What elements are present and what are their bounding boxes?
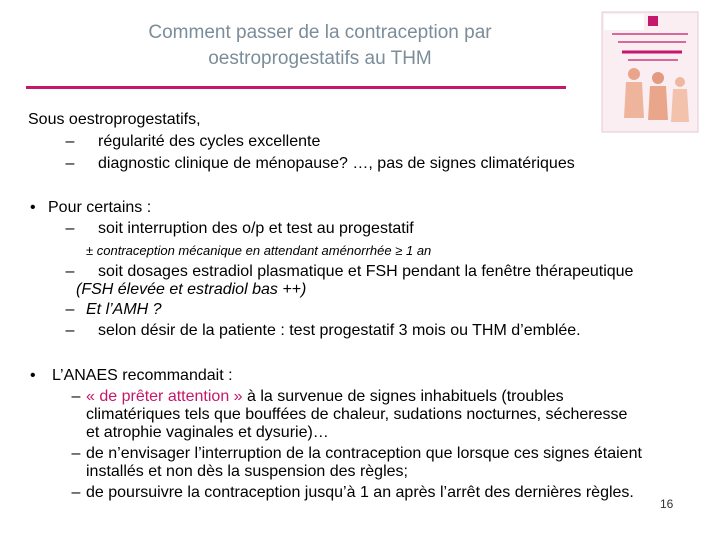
section3-item-1-rest: à la survenue de signes inhabituels (troubles [242,388,564,405]
section2-item-3-text: Et l’AMH ? [86,301,162,318]
dash-marker: – [65,220,75,237]
brochure-cover-image [592,8,712,136]
section1-item-1-text: régularité des cycles excellente [98,133,321,150]
section2-item-2-text: soit dosages estradiol plasmatique et FSH pendant la fenêtre thérapeutique [98,263,634,280]
title-underline [26,86,566,89]
section1-item-2-text: diagnostic clinique de ménopause? …, pas de signes climatériques [98,155,575,172]
section3-item-2-text: de n’envisager l’interruption de la contraception que lorsque ces signes étaient [86,445,642,462]
slide-title-line-1: Comment passer de la contraception par [148,22,492,43]
dash-marker: – [71,445,81,462]
section2-item-1-text: soit interruption des o/p et test au progestatif [98,220,414,237]
section3-item-1-line-2: climatériques tels que bouffées de chaleur, sudations nocturnes, sécheresse [86,406,628,423]
section3-item-3-text: de poursuivre la contraception jusqu’à 1 an après l’arrêt des dernières règles. [86,484,634,501]
dash-marker: – [71,388,81,405]
section3-item-1-text [86,387,564,406]
dash-marker: – [71,484,81,501]
page-number: 16 [660,497,674,511]
dash-marker: – [65,263,75,280]
section2-lead: Pour certains : [48,199,152,216]
section2-item-2-line-2: (FSH élevée et estradiol bas ++) [76,281,307,298]
section1-intro: Sous oestroprogestatifs, [28,111,201,128]
section2-note: ± contraception mécanique en attendant aménorrhée ≥ 1 an [86,243,432,258]
section2-bullet: • [30,199,36,216]
section3-item-2-line-2: installés et non dès la suspension des règles; [86,463,408,480]
section3-item-1-line-3: et atrophie vaginales et dysurie)… [86,424,329,441]
dash-marker: – [65,301,75,318]
attention-highlight: « de prêter attention » [86,388,243,405]
slide-title-line-2: oestroprogestatifs au THM [208,48,432,69]
dash-marker: – [65,133,75,150]
section3-lead: L’ANAES recommandait : [52,367,233,384]
slide-title [40,20,600,72]
section2-item-4-text: selon désir de la patiente : test progestatif 3 mois ou THM d’emblée. [98,322,581,339]
dash-marker: – [65,322,75,339]
dash-marker: – [65,155,75,172]
section3-bullet: • [30,367,36,384]
